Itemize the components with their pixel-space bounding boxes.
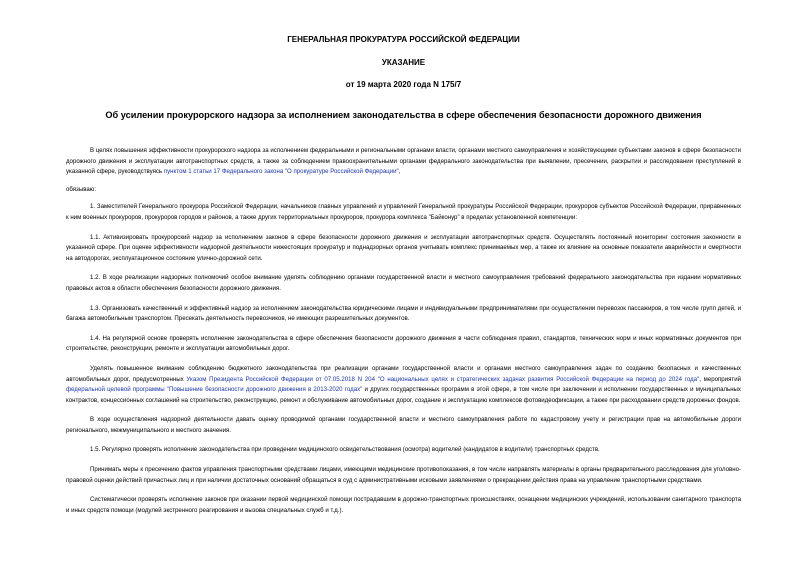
link-presidential-decree[interactable]: Указом Президента Российской Федерации от 07.05.2018 N 204 "О национальных целях и стратегических задачах развития Российской Федерации на период до 2024 года" (186, 375, 700, 383)
document-body (66, 146, 741, 516)
link-federal-program[interactable]: федеральной целевой программы "Повышение безопасности дорожного движения в 2013-2020 годах" (66, 386, 363, 394)
preamble-text: В целях повышения эффективности прокурорского надзора за исполнением федеральными и региональными органами власти, органами местного самоуправления и хозяйствующими субъектами законов в сфере безопасности дорожного движения и эксплуатации автотранспортных средств, а также за соблюдением правоохранительными органами федерального законодательства при выявлении, пресечении, раскрытии и расследовании преступлений в указанной сфере, руководствуясь (66, 147, 741, 176)
paragraph-first-aid: Систематически проверять исполнение законов при оказании первой медицинской помощи пострадавшим в дорожно-транспортных происшествиях, оснащении медицинских учреждений, использовании санитарного транспорта и иных средств помощи (модулей экстренного реагирования и вызова специальных служб и т.д.). (66, 496, 741, 514)
paragraph-1-3: 1.3. Организовать качественный и эффективный надзор за исполнением законодательства юридическими лицами и индивидуальными предпринимателями при осуществлении перевозок пассажиров, в том числе групп детей, и багажа автомобильным транспортом. Пресекать деятельность перевозчиков, не имеющих разрешительных документов. (66, 304, 741, 323)
paragraph-1-2: 1.2. В ходе реализации надзорных полномочий особое внимание уделять соблюдению органами государственной власти и местного самоуправления требований федерального законодательства при издании нормативных правовых актов в области обеспечения безопасности дорожного движения. (66, 274, 741, 292)
budget-text-a: Уделять повышенное внимание соблюдению бюджетного законодательства при реализации органами государственной власти и органами местного самоуправления задач по созданию безопасных и качественных автомобильных дорог, предусмотренных (66, 364, 741, 383)
date-number-heading: от 19 марта 2020 года N 175/7 (345, 80, 462, 89)
issuer-heading: ГЕНЕРАЛЬНАЯ ПРОКУРАТУРА РОССИЙСКОЙ ФЕДЕРАЦИИ (287, 35, 520, 44)
paragraph-cadastral: В ходе осуществления надзорной деятельности давать оценку проводимой органами государственной власти и местного самоуправления работе по кадастровому учету и регистрации прав на автомобильные дороги регионального, межмуниципального и местного значения. (66, 416, 741, 434)
paragraph-1: 1. Заместителей Генерального прокурора Российской Федерации, начальников главных управлений и управлений Генеральной прокуратуры Российской Федерации, прокуроров субъектов Российской Федерации, приравненных к ним военных прокуроров, прокуроров городов и районов, а также других территориальных прокуроров, прокурора комплекса "Байконур" в пределах установленной компетенции: (66, 203, 741, 221)
paragraph-1-1: 1.1. Активизировать прокурорский надзор за исполнением законов в сфере безопасности дорожного движения и эксплуатации автотранспортных средств. Осуществлять постоянный мониторинг состояния законности в указанной сфере. При оценке эффективности надзорной деятельности нижестоящих прокуратур и поднадзорных органов учитывать комплекс принимаемых мер, а также их влияние на основные показатели аварийности и смертности на автодорогах, эксплуатационное состояние улично-дорожной сети. (66, 233, 741, 262)
paragraph-1-4: 1.4. На регулярной основе проверять исполнение законодательства в сфере обеспечения безопасности дорожного движения в части соблюдения правил, стандартов, технических норм и иных нормативных документов при строительстве, реконструкции, ремонте и эксплуатации автомобильных дорог. (66, 334, 741, 353)
paragraph-obligate: обязываю: (66, 185, 97, 193)
link-prosecutor-law[interactable]: пунктом 1 статьи 17 Федерального закона "О прокуратуре Российской Федерации" (163, 168, 399, 176)
document-type-heading: УКАЗАНИЕ (381, 58, 426, 67)
document-title: Об усилении прокурорского надзора за исполнением законодательства в сфере обеспечения безопасности дорожного движения (105, 110, 702, 120)
paragraph-medical-measures: Принимать меры к пресечению фактов управления транспортными средствами лицами, имеющими медицинские противопоказания, в том числе направлять материалы в органы предварительного расследования для уголовно-правовой оценки действий причастных лиц и при наличии достаточных оснований обращаться в суд с административными исковыми заявлениями о прекращении действия права на управление транспортными средствами. (66, 466, 741, 484)
budget-text-b: , мероприятий (699, 375, 742, 383)
paragraph-budget (66, 364, 741, 406)
preamble-end: , (398, 168, 401, 176)
paragraph-preamble (66, 146, 741, 178)
budget-text-c: и других государственных программ в этой сфере, в том числе при заключении и исполнении государственных и муниципальных контрактов, концессионных соглашений на строительство, реконструкцию, ремонт и обслуживание автомобильных дорог, создание и эксплуатацию комплексов фотовидеофиксации, а также при расходовании средств дорожных фондов. (66, 386, 741, 404)
paragraph-1-5: 1.5. Регулярно проверять исполнение законодательства при проведении медицинского освидетельствования (осмотра) водителей (кандидатов в водители) транспортных средств. (90, 446, 600, 454)
